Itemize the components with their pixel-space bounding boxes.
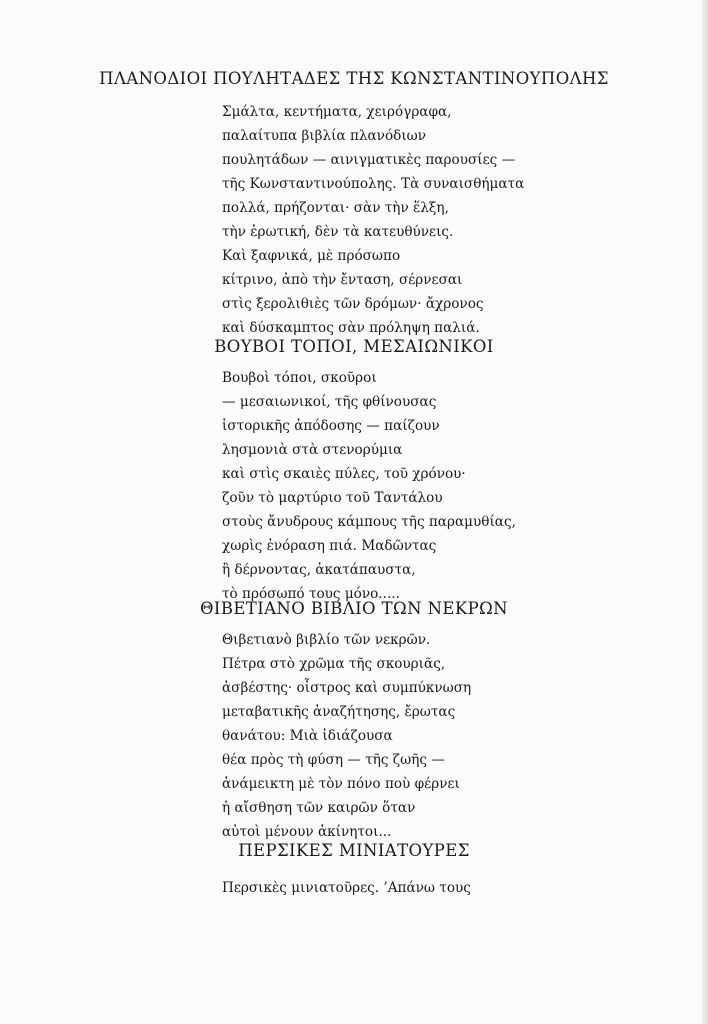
poem-line: — μεσαιωνικοί, τῆς φθίνουσας [222,394,437,410]
poem-4 [0,838,708,896]
poem-line: τῆς Κωνσταντινούπολης. Τὰ συναισθήματα [222,176,525,192]
poem-line: στοὺς ἄνυδρους κάμπους τῆς παραμυθίας, [222,514,516,530]
poem-line: Θιβετιανὸ βιβλίο τῶν νεκρῶν. [222,632,431,648]
poem-2 [0,334,708,602]
poem-lines [222,876,682,900]
poem-line: μεταβατικῆς ἀναζήτησης, ἔρωτας [222,704,456,720]
poem-title: ΘΙΒΕΤΙΑΝΟ ΒΙΒΛΙΟ ΤΩΝ ΝΕΚΡΩΝ [199,599,509,618]
poem-line: καὶ στὶς σκαιὲς πύλες, τοῦ χρόνου· [222,466,466,482]
poem-1 [0,66,708,336]
poem-title: ΒΟΥΒΟΙ ΤΟΠΟΙ, ΜΕΣΑΙΩΝΙΚΟΙ [214,337,494,356]
poem-line: λησμονιὰ στὰ στενορύμια [222,442,403,458]
poem-line: στὶς ξερολιθιὲς τῶν δρόμων· ἄχρονος [222,296,484,312]
poem-line: ζοῦν τὸ μαρτύριο τοῦ Ταντάλου [222,490,443,506]
poem-line: ἀνάμεικτη μὲ τὸν πόνο ποὺ φέρνει [222,776,460,792]
poem-lines [222,366,682,606]
poem-line: ἢ δέρνοντας, ἀκατάπαυστα, [222,562,416,578]
poem-line: παλαίτυπα βιβλία πλανόδιων [222,128,426,144]
poem-line: κίτρινο, ἀπὸ τὴν ἔνταση, σέρνεσαι [222,272,463,288]
poem-title: ΠΛΑΝΟΔΙΟΙ ΠΟΥΛΗΤΑΔΕΣ ΤΗΣ ΚΩΝΣΤΑΝΤΙΝΟΥΠΟΛΗΣ [99,69,609,88]
poem-line: χωρὶς ἐνόραση πιά. Μαδῶντας [222,538,437,554]
poem-line: αὐτοὶ μένουν ἀκίνητοι... [222,824,392,840]
poem-line: πολλά, πρήζονται· σὰν τὴν ἕλξη, [222,200,449,216]
poem-line: πουλητάδων — αινιγματικὲς παρουσίες — [222,152,516,168]
poem-lines [222,100,682,340]
poem-lines [222,628,682,844]
poem-line: ἀσβέστης· οἶστρος καὶ συμπύκνωση [222,680,472,696]
poem-line: Πέτρα στὸ χρῶμα τῆς σκουριᾶς, [222,656,446,672]
poem-line: θανάτου: Μιὰ ἰδιάζουσα [222,728,393,744]
page-edge-shadow [702,0,708,1024]
poem-line: θέα πρὸς τὴ φύση — τῆς ζωῆς — [222,752,445,768]
poem-3 [0,596,708,840]
poem-line: Περσικὲς μινιατοῦρες. ’Απάνω τους [222,880,471,896]
poem-line: καὶ δύσκαμπτος σὰν πρόληψη παλιά. [222,320,480,336]
poem-line: τὸ πρόσωπό τους μόνο..... [222,586,400,602]
poem-line: Σμάλτα, κεντήματα, χειρόγραφα, [222,104,452,120]
poem-line: ἱστορικῆς ἀπόδοσης — παίζουν [222,418,440,434]
poem-title: ΠΕΡΣΙΚΕΣ ΜΙΝΙΑΤΟΥΡΕΣ [238,841,470,860]
poem-line: τὴν ἐρωτική, δὲν τὰ κατευθύνεις. [222,224,454,240]
poem-line: Καὶ ξαφνικά, μὲ πρόσωπο [222,248,401,264]
poem-line: ἡ αἴσθηση τῶν καιρῶν ὅταν [222,800,416,816]
poem-line: Βουβοὶ τόποι, σκοῦροι [222,370,377,386]
